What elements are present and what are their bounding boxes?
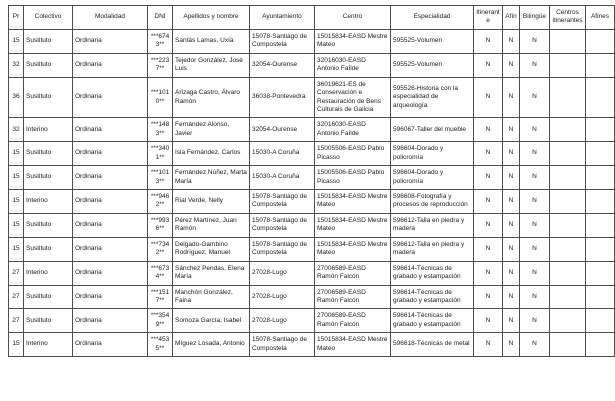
table-body	[9, 29, 615, 356]
cell-afines	[586, 29, 615, 53]
column-header-modalidad: Modalidad	[73, 6, 148, 30]
cell-bilingue: N	[520, 118, 550, 142]
cell-apellidos: Míguez Losada, Antonio	[173, 333, 250, 357]
column-header-centros_itinerantes: Centros itinerantes	[550, 6, 586, 30]
cell-apellidos: Isla Fernández, Carlos	[173, 142, 250, 166]
column-header-especialidad: Especialidad	[391, 6, 474, 30]
cell-afin: N	[503, 29, 520, 53]
cell-modalidad: Ordinaria	[73, 237, 148, 261]
cell-itinerante: N	[474, 77, 503, 118]
cell-colectivo: Interino	[24, 333, 73, 357]
cell-colectivo: Sustituto	[24, 237, 73, 261]
cell-centro: 32016030-EASD Antonio Faílde	[315, 53, 391, 77]
cell-dni: ***7342**	[148, 237, 173, 261]
cell-centro: 15005506-EASD Pablo Picasso	[315, 142, 391, 166]
cell-afin: N	[503, 261, 520, 285]
cell-afin: N	[503, 77, 520, 118]
cell-centros_itinerantes	[550, 237, 586, 261]
cell-colectivo: Sustituto	[24, 29, 73, 53]
table-header-row	[9, 6, 615, 30]
cell-apellidos: Sánchez Pendas, Elena María	[173, 261, 250, 285]
table-row	[9, 309, 615, 333]
cell-ayuntamiento: 27028-Lugo	[250, 285, 315, 309]
cell-especialidad: 596618-Técnicas de metal	[391, 333, 474, 357]
cell-colectivo: Sustituto	[24, 53, 73, 77]
cell-dni: ***3401**	[148, 142, 173, 166]
cell-pr: 32	[9, 53, 24, 77]
cell-dni: ***1483**	[148, 118, 173, 142]
cell-especialidad: 595525-Volumen	[391, 53, 474, 77]
column-header-itinerante: Itinerante	[474, 6, 503, 30]
cell-pr: 15	[9, 142, 24, 166]
cell-centro: 15015834-EASD Mestre Mateo	[315, 333, 391, 357]
cell-centro: 15015834-EASD Mestre Mateo	[315, 190, 391, 214]
table-header	[9, 6, 615, 30]
column-header-apellidos: Apellidos y nombre	[173, 6, 250, 30]
table-row	[9, 237, 615, 261]
cell-bilingue: N	[520, 213, 550, 237]
cell-itinerante: N	[474, 118, 503, 142]
cell-apellidos: Fernández Núñez, Marta María	[173, 166, 250, 190]
cell-centros_itinerantes	[550, 77, 586, 118]
cell-ayuntamiento: 15030-A Coruña	[250, 142, 315, 166]
cell-afines	[586, 285, 615, 309]
table-row	[9, 333, 615, 357]
column-header-dni: DNI	[148, 6, 173, 30]
cell-afines	[586, 166, 615, 190]
cell-centro: 15015834-EASD Mestre Mateo	[315, 213, 391, 237]
cell-itinerante: N	[474, 142, 503, 166]
cell-dni: ***4535**	[148, 333, 173, 357]
cell-afines	[586, 333, 615, 357]
cell-especialidad: 596614-Técnicas de grabado y estampación	[391, 309, 474, 333]
cell-colectivo: Interino	[24, 190, 73, 214]
cell-itinerante: N	[474, 190, 503, 214]
cell-afin: N	[503, 213, 520, 237]
cell-bilingue: N	[520, 53, 550, 77]
cell-modalidad: Ordinaria	[73, 53, 148, 77]
cell-especialidad: 596604-Dorado y policromía	[391, 142, 474, 166]
cell-dni: ***6743**	[148, 29, 173, 53]
table-row	[9, 213, 615, 237]
cell-centros_itinerantes	[550, 213, 586, 237]
cell-itinerante: N	[474, 333, 503, 357]
cell-pr: 27	[9, 285, 24, 309]
cell-centros_itinerantes	[550, 142, 586, 166]
cell-centros_itinerantes	[550, 261, 586, 285]
column-header-colectivo: Colectivo	[24, 6, 73, 30]
column-header-afines: Afines	[586, 6, 615, 30]
cell-centro: 27006589-EASD Ramón Falcón	[315, 261, 391, 285]
table-row	[9, 77, 615, 118]
cell-pr: 15	[9, 166, 24, 190]
cell-especialidad: 595525-Volumen	[391, 29, 474, 53]
cell-pr: 15	[9, 29, 24, 53]
cell-itinerante: N	[474, 261, 503, 285]
cell-itinerante: N	[474, 53, 503, 77]
cell-ayuntamiento: 32054-Ourense	[250, 118, 315, 142]
cell-centros_itinerantes	[550, 333, 586, 357]
cell-afin: N	[503, 166, 520, 190]
cell-especialidad: 596614-Técnicas de grabado y estampación	[391, 261, 474, 285]
cell-dni: ***1010**	[148, 77, 173, 118]
cell-modalidad: Ordinaria	[73, 118, 148, 142]
cell-afin: N	[503, 53, 520, 77]
cell-especialidad: 596067-Taller del mueble	[391, 118, 474, 142]
cell-bilingue: N	[520, 333, 550, 357]
cell-bilingue: N	[520, 77, 550, 118]
cell-ayuntamiento: 15030-A Coruña	[250, 166, 315, 190]
cell-apellidos: Somoza García, Isabel	[173, 309, 250, 333]
cell-afines	[586, 142, 615, 166]
cell-apellidos: Rial Verde, Nelly	[173, 190, 250, 214]
cell-afin: N	[503, 190, 520, 214]
cell-apellidos: Pérez Martínez, Juan Ramón	[173, 213, 250, 237]
cell-modalidad: Ordinaria	[73, 285, 148, 309]
cell-centro: 27006589-EASD Ramón Falcón	[315, 285, 391, 309]
cell-centro: 32016030-EASD Antonio Faílde	[315, 118, 391, 142]
cell-pr: 32	[9, 118, 24, 142]
cell-pr: 27	[9, 261, 24, 285]
cell-afin: N	[503, 118, 520, 142]
cell-ayuntamiento: 15078-Santiago de Compostela	[250, 190, 315, 214]
cell-pr: 36	[9, 77, 24, 118]
cell-pr: 15	[9, 237, 24, 261]
cell-centro: 36019621-ES de Conservación e Restauración de Bens Culturais de Galicia	[315, 77, 391, 118]
cell-centro: 15005506-EASD Pablo Picasso	[315, 166, 391, 190]
cell-especialidad: 596612-Talla en piedra y madera	[391, 213, 474, 237]
cell-colectivo: Sustituto	[24, 166, 73, 190]
cell-dni: ***3549**	[148, 309, 173, 333]
cell-itinerante: N	[474, 213, 503, 237]
cell-itinerante: N	[474, 166, 503, 190]
cell-centros_itinerantes	[550, 29, 586, 53]
cell-ayuntamiento: 27028-Lugo	[250, 261, 315, 285]
cell-modalidad: Ordinaria	[73, 190, 148, 214]
cell-centros_itinerantes	[550, 53, 586, 77]
cell-colectivo: Sustituto	[24, 285, 73, 309]
cell-itinerante: N	[474, 309, 503, 333]
cell-apellidos: Manchón González, Faina	[173, 285, 250, 309]
cell-ayuntamiento: 32054-Ourense	[250, 53, 315, 77]
cell-afines	[586, 190, 615, 214]
cell-ayuntamiento: 15078-Santiago de Compostela	[250, 213, 315, 237]
cell-afines	[586, 237, 615, 261]
cell-especialidad: 596614-Técnicas de grabado y estampación	[391, 285, 474, 309]
table-row	[9, 166, 615, 190]
cell-afines	[586, 213, 615, 237]
column-header-ayuntamiento: Ayuntamiento	[250, 6, 315, 30]
cell-modalidad: Ordinaria	[73, 142, 148, 166]
cell-centro: 15015834-EASD Mestre Mateo	[315, 237, 391, 261]
cell-dni: ***2237**	[148, 53, 173, 77]
cell-especialidad: 595526-Historia con la especialidad de arqueología	[391, 77, 474, 118]
cell-afines	[586, 261, 615, 285]
cell-apellidos: Santás Lamas, Uxía	[173, 29, 250, 53]
cell-afines	[586, 53, 615, 77]
cell-pr: 27	[9, 309, 24, 333]
cell-bilingue: N	[520, 142, 550, 166]
cell-colectivo: Sustituto	[24, 77, 73, 118]
column-header-bilingue: Bilingüe	[520, 6, 550, 30]
cell-modalidad: Ordinaria	[73, 29, 148, 53]
cell-centros_itinerantes	[550, 285, 586, 309]
cell-afin: N	[503, 309, 520, 333]
cell-centros_itinerantes	[550, 118, 586, 142]
cell-pr: 15	[9, 333, 24, 357]
cell-afines	[586, 309, 615, 333]
cell-apellidos: Tejedor González, José Luis	[173, 53, 250, 77]
table-row	[9, 190, 615, 214]
cell-bilingue: N	[520, 309, 550, 333]
cell-afines	[586, 77, 615, 118]
cell-modalidad: Ordinaria	[73, 333, 148, 357]
cell-bilingue: N	[520, 237, 550, 261]
cell-modalidad: Ordinaria	[73, 77, 148, 118]
cell-bilingue: N	[520, 261, 550, 285]
cell-bilingue: N	[520, 190, 550, 214]
cell-especialidad: 596604-Dorado y policromía	[391, 166, 474, 190]
cell-colectivo: Sustituto	[24, 142, 73, 166]
cell-centros_itinerantes	[550, 190, 586, 214]
table-row	[9, 118, 615, 142]
cell-modalidad: Ordinaria	[73, 166, 148, 190]
cell-centro: 27006589-EASD Ramón Falcón	[315, 309, 391, 333]
cell-afin: N	[503, 237, 520, 261]
cell-ayuntamiento: 15078-Santiago de Compostela	[250, 29, 315, 53]
cell-colectivo: Sustituto	[24, 309, 73, 333]
cell-ayuntamiento: 15078-Santiago de Compostela	[250, 237, 315, 261]
cell-dni: ***6734**	[148, 261, 173, 285]
cell-afin: N	[503, 333, 520, 357]
cell-modalidad: Ordinaria	[73, 261, 148, 285]
cell-especialidad: 596608-Fotografía y procesos de reproducción	[391, 190, 474, 214]
cell-itinerante: N	[474, 29, 503, 53]
cell-itinerante: N	[474, 237, 503, 261]
cell-colectivo: Interino	[24, 118, 73, 142]
cell-dni: ***9462**	[148, 190, 173, 214]
column-header-centro: Centro	[315, 6, 391, 30]
cell-itinerante: N	[474, 285, 503, 309]
cell-ayuntamiento: 27028-Lugo	[250, 309, 315, 333]
cell-afines	[586, 118, 615, 142]
assignments-table	[8, 5, 615, 357]
cell-colectivo: Sustituto	[24, 213, 73, 237]
cell-apellidos: Arizaga Castro, Álvaro Ramón	[173, 77, 250, 118]
column-header-pr: Pr	[9, 6, 24, 30]
cell-colectivo: Interino	[24, 261, 73, 285]
table-row	[9, 29, 615, 53]
cell-pr: 15	[9, 190, 24, 214]
cell-dni: ***1013**	[148, 166, 173, 190]
column-header-afin: Afín	[503, 6, 520, 30]
table-row	[9, 142, 615, 166]
cell-pr: 15	[9, 213, 24, 237]
cell-especialidad: 596612-Talla en piedra y madera	[391, 237, 474, 261]
cell-afin: N	[503, 285, 520, 309]
cell-afin: N	[503, 142, 520, 166]
table-row	[9, 261, 615, 285]
cell-ayuntamiento: 36038-Pontevedra	[250, 77, 315, 118]
cell-dni: ***9936**	[148, 213, 173, 237]
cell-apellidos: Fernández Alonso, Javier	[173, 118, 250, 142]
cell-modalidad: Ordinaria	[73, 213, 148, 237]
cell-centro: 15015834-EASD Mestre Mateo	[315, 29, 391, 53]
cell-dni: ***1517**	[148, 285, 173, 309]
table-row	[9, 53, 615, 77]
cell-bilingue: N	[520, 29, 550, 53]
cell-ayuntamiento: 15078-Santiago de Compostela	[250, 333, 315, 357]
cell-centros_itinerantes	[550, 309, 586, 333]
cell-apellidos: Delgado-Gambino Rodríguez, Manuel	[173, 237, 250, 261]
cell-bilingue: N	[520, 166, 550, 190]
table-row	[9, 285, 615, 309]
cell-centros_itinerantes	[550, 166, 586, 190]
cell-bilingue: N	[520, 285, 550, 309]
cell-modalidad: Ordinaria	[73, 309, 148, 333]
